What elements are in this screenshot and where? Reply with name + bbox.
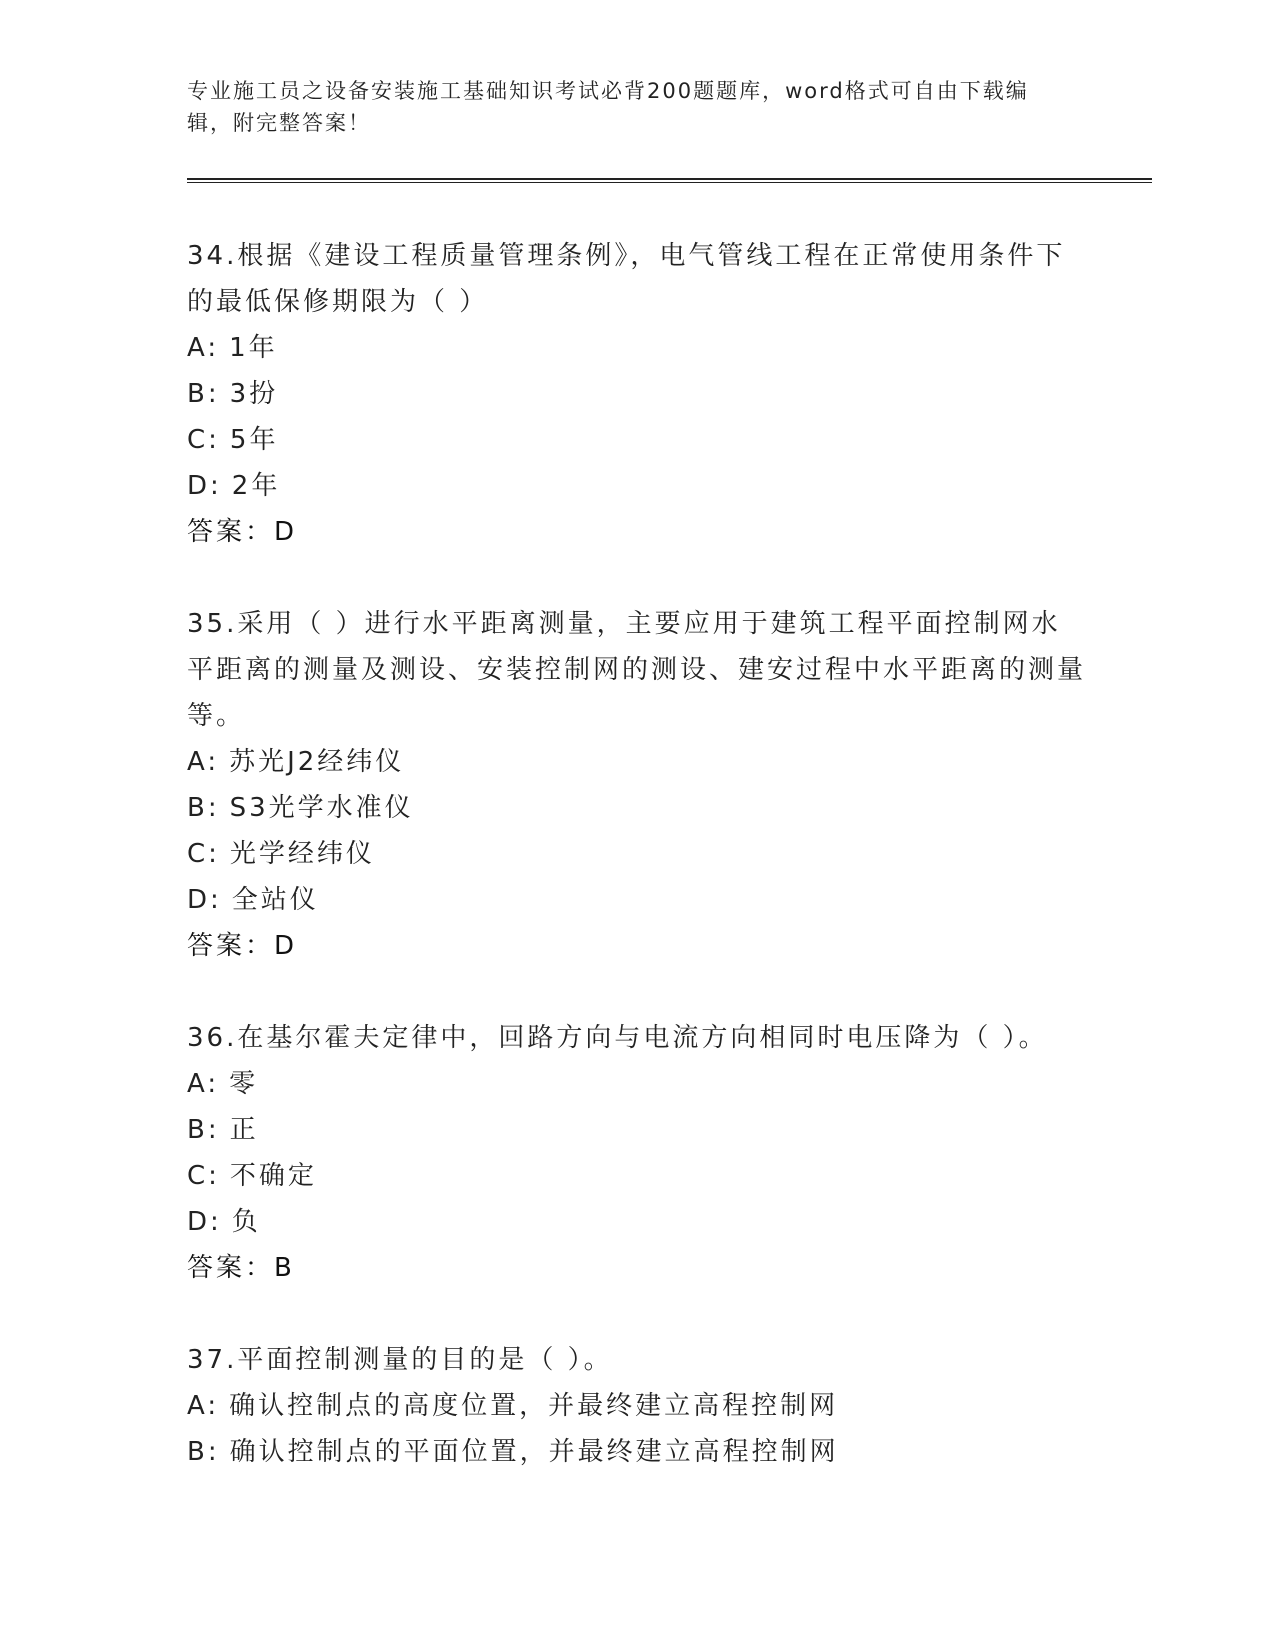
option-text: 不确定 bbox=[229, 1161, 317, 1191]
option-key: A: bbox=[187, 1069, 220, 1099]
option-text: 零 bbox=[229, 1069, 259, 1099]
option-b bbox=[187, 1429, 1087, 1475]
option-key: D: bbox=[187, 885, 222, 915]
option-b bbox=[187, 371, 1087, 417]
answer-label: 答案： bbox=[187, 517, 275, 547]
option-d bbox=[187, 463, 1087, 509]
document-header: 专业施工员之设备安装施工基础知识考试必背200题题库，word格式可自由下载编辑，附完整答案！ bbox=[187, 79, 1029, 135]
option-c bbox=[187, 831, 1087, 877]
option-key: B: bbox=[187, 1437, 220, 1467]
answer-label: 答案： bbox=[187, 931, 275, 961]
option-c bbox=[187, 1153, 1087, 1199]
header-divider-bottom bbox=[187, 182, 1152, 183]
option-text: 2年 bbox=[231, 471, 281, 501]
option-text: 5年 bbox=[229, 425, 279, 455]
option-key: C: bbox=[187, 839, 220, 869]
option-a bbox=[187, 325, 1087, 371]
option-text: 确认控制点的平面位置，并最终建立高程控制网 bbox=[229, 1437, 839, 1467]
option-text: S3光学水准仪 bbox=[229, 793, 414, 823]
option-d bbox=[187, 1199, 1087, 1245]
answer-value: D bbox=[274, 931, 298, 961]
question-stem: 34.根据《建设工程质量管理条例》，电气管线工程在正常使用条件下的最低保修期限为（ ） bbox=[187, 241, 1066, 317]
answer-value: B bbox=[274, 1253, 295, 1283]
answer-line bbox=[187, 923, 1087, 969]
option-key: B: bbox=[187, 1115, 220, 1145]
option-text: 3扮 bbox=[229, 379, 279, 409]
option-key: B: bbox=[187, 793, 220, 823]
question-34 bbox=[187, 233, 1087, 555]
option-key: D: bbox=[187, 1207, 222, 1237]
option-text: 全站仪 bbox=[231, 885, 319, 915]
option-a bbox=[187, 1383, 1087, 1429]
option-key: A: bbox=[187, 747, 220, 777]
question-stem: 36.在基尔霍夫定律中，回路方向与电流方向相同时电压降为（ ）。 bbox=[187, 1023, 1048, 1053]
question-35 bbox=[187, 601, 1087, 969]
option-a bbox=[187, 1061, 1087, 1107]
option-text: 1年 bbox=[229, 333, 278, 363]
option-b bbox=[187, 785, 1087, 831]
option-text: 负 bbox=[231, 1207, 261, 1237]
question-36 bbox=[187, 1015, 1087, 1291]
option-a bbox=[187, 739, 1087, 785]
option-b bbox=[187, 1107, 1087, 1153]
option-text: 光学经纬仪 bbox=[229, 839, 375, 869]
option-d bbox=[187, 877, 1087, 923]
option-text: 正 bbox=[229, 1115, 259, 1145]
question-list bbox=[187, 233, 1087, 1521]
answer-line bbox=[187, 1245, 1087, 1291]
option-text: 苏光J2经纬仪 bbox=[229, 747, 405, 777]
option-key: C: bbox=[187, 425, 220, 455]
answer-value: D bbox=[274, 517, 298, 547]
answer-line bbox=[187, 509, 1087, 555]
option-key: A: bbox=[187, 333, 220, 363]
question-stem: 35.采用（ ）进行水平距离测量，主要应用于建筑工程平面控制网水平距离的测量及测设、安装控制网的测设、建安过程中水平距离的测量等。 bbox=[187, 609, 1087, 731]
question-stem: 37.平面控制测量的目的是（ ）。 bbox=[187, 1345, 613, 1375]
option-key: B: bbox=[187, 379, 220, 409]
header-divider-top bbox=[187, 178, 1152, 180]
option-key: D: bbox=[187, 471, 222, 501]
option-text: 确认控制点的高度位置，并最终建立高程控制网 bbox=[229, 1391, 839, 1421]
option-key: C: bbox=[187, 1161, 220, 1191]
answer-label: 答案： bbox=[187, 1253, 275, 1283]
option-c bbox=[187, 417, 1087, 463]
question-37 bbox=[187, 1337, 1087, 1475]
option-key: A: bbox=[187, 1391, 220, 1421]
